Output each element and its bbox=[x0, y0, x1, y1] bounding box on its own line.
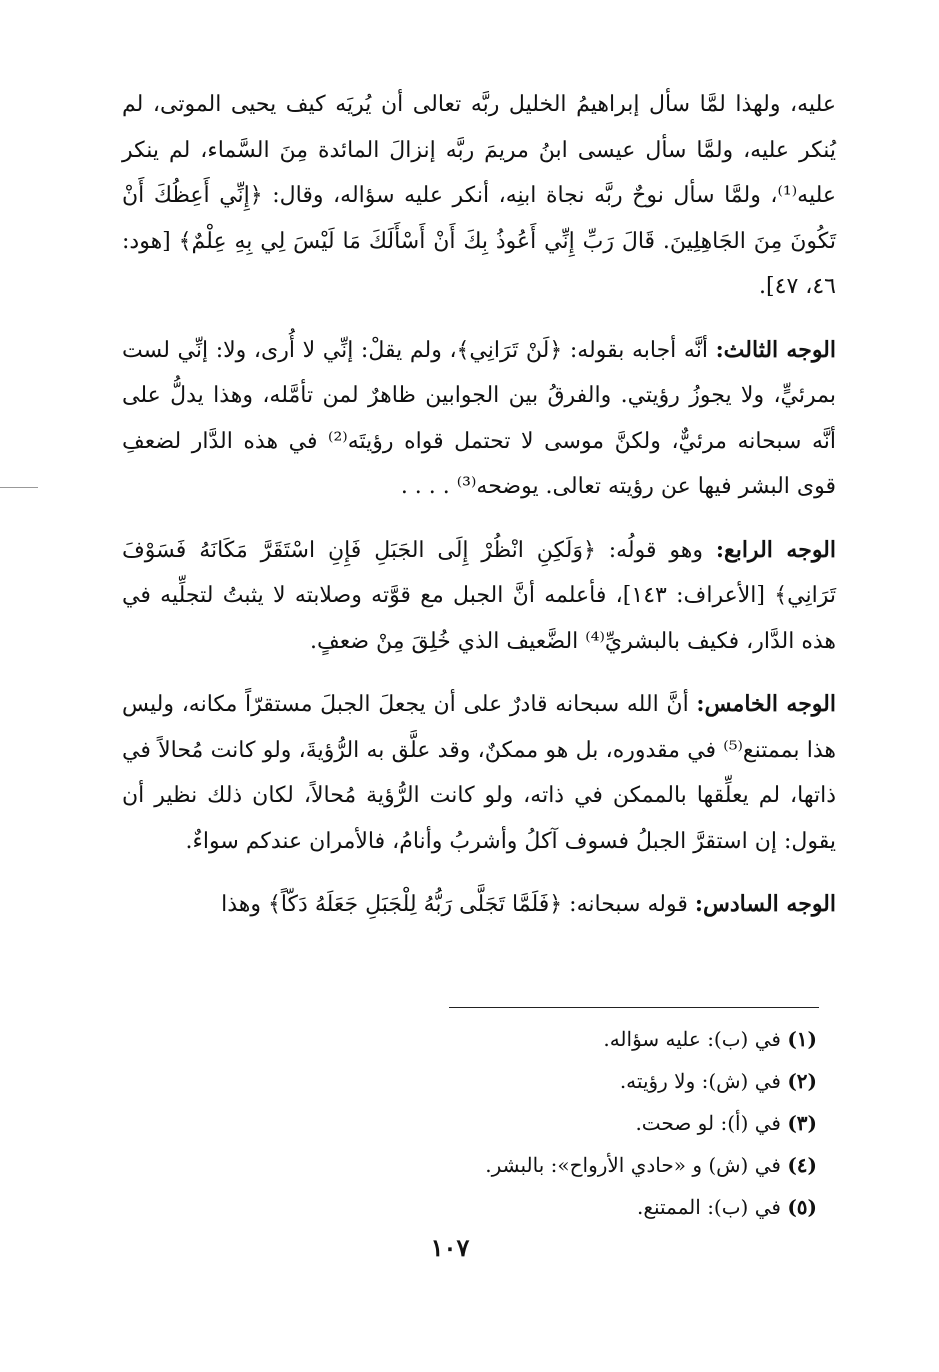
page-number: ١٠٧ bbox=[430, 1233, 470, 1262]
footnote-item bbox=[317, 1144, 817, 1186]
footnote-marker: (٥) bbox=[787, 1195, 817, 1219]
footnote-text: في (ب): الممتنع. bbox=[636, 1195, 788, 1219]
footnote-text: في (ش) و «حادي الأرواح»: بالبشر. bbox=[485, 1153, 788, 1177]
footnotes bbox=[317, 1018, 817, 1228]
paragraph-fifth-aspect bbox=[122, 682, 836, 864]
paragraph-intro bbox=[122, 82, 836, 310]
footnote-divider bbox=[449, 1007, 819, 1008]
paragraph-text: وهو قولُه: ﴿وَلَكِنِ انْظُرْ إِلَى الجَبَلِ فَإِنِ اسْتَقَرَّ مَكَانَهُ فَسَوْفَ تَرَانِي﴾ [الأعراف: ١٤٣]، فأعلمه أنَّ الجبل مع قوَّته وصلابته لا يثبتُ لتجلِّيه في هذه الدَّار، فكيف بالبشريِّ⁽⁴⁾ الضَّعيف الذي خُلِقَ مِنْ ضعفٍ. bbox=[122, 537, 836, 654]
footnote-item bbox=[317, 1018, 817, 1060]
paragraph-text: قوله سبحانه: ﴿فَلَمَّا تَجَلَّى رَبُّهُ لِلْجَبَلِ جَعَلَهُ دَكّاً﴾ وهذا bbox=[221, 892, 695, 917]
paragraph-lead: الوجه الثالث: bbox=[715, 336, 836, 363]
footnote-marker: (٣) bbox=[787, 1111, 817, 1135]
footnote-text: في (ش): ولا رؤيته. bbox=[619, 1069, 788, 1093]
paragraph-lead: الوجه الخامس: bbox=[696, 691, 836, 717]
footnote-item bbox=[317, 1102, 817, 1144]
paragraph-text: أنَّ الله سبحانه قادرٌ على أن يجعلَ الجبلَ مستقرّاً مكانه، وليس هذا بممتنع⁽⁵⁾ في مقدوره، بل هو ممكنٌ، وقد علَّق به الرُّؤيةَ، ولو كانت مُحالاً في ذاتها، لم يعلِّقها بالممكن في ذاته، ولو كانت الرُّؤية مُحالاً، لكان ذلك نظير أن يقول: إن استقرَّ الجبلُ فسوف آكلُ وأشربُ وأنامُ، فالأمران عندكم سواءٌ. bbox=[122, 692, 836, 854]
footnote-text: في (أ): لو صحت. bbox=[635, 1111, 788, 1135]
paragraph-lead: الوجه الرابع: bbox=[715, 536, 836, 563]
paragraph-text: عليه، ولهذا لمَّا سأل إبراهيمُ الخليل ربَّه تعالى أن يُريَه كيف يحيى الموتى، لم يُنكر عليه، ولمَّا سأل عيسى ابنُ مريمَ ربَّه إنزالَ المائدة مِنَ السَّماء، لم ينكر عليه⁽¹⁾، ولمَّا سأل نوحٌ ربَّه نجاة ابنِه، أنكر عليه سؤاله، وقال: ﴿إِنِّي أَعِظُكَ أَنْ تَكُونَ مِنَ الجَاهِلِينَ. قَالَ رَبِّ إِنِّي أَعُوذُ بِكَ أَنْ أَسْأَلَكَ مَا لَيْسَ لِي بِهِ عِلْمٌ﴾ [هود: ٤٦، ٤٧]. bbox=[122, 92, 836, 299]
footnote-item bbox=[317, 1186, 817, 1228]
footnote-marker: (٤) bbox=[787, 1153, 817, 1177]
paragraph-text: أنَّه أجابه بقوله: ﴿لَنْ تَرَانِي﴾، ولم يقلْ: إنِّي لا أُرى، ولا: إنِّي لست بمرئيٍّ، ولا يجوزُ رؤيتي. والفرقُ بين الجوابين ظاهرٌ لمن تأمَّله، وهذا يدلُّ على أنَّه سبحانه مرئيٌّ، ولكنَّ موسى لا تحتمل قواه رؤيتَه⁽²⁾ في هذه الدَّار لضعفِ قوى البشر فيها عن رؤيته تعالى. يوضحه⁽³⁾ . . . . bbox=[122, 337, 836, 499]
footnote-text: في (ب): عليه سؤاله. bbox=[603, 1027, 788, 1051]
paragraph-fourth-aspect bbox=[122, 528, 836, 665]
paragraph-third-aspect bbox=[122, 328, 836, 510]
footnote-marker: (٢) bbox=[787, 1069, 817, 1093]
page-body bbox=[122, 82, 836, 946]
footnote-item bbox=[317, 1060, 817, 1102]
paragraph-lead: الوجه السادس: bbox=[694, 891, 836, 917]
margin-mark bbox=[0, 487, 38, 488]
paragraph-sixth-aspect bbox=[122, 882, 836, 928]
footnote-marker: (١) bbox=[787, 1027, 817, 1051]
